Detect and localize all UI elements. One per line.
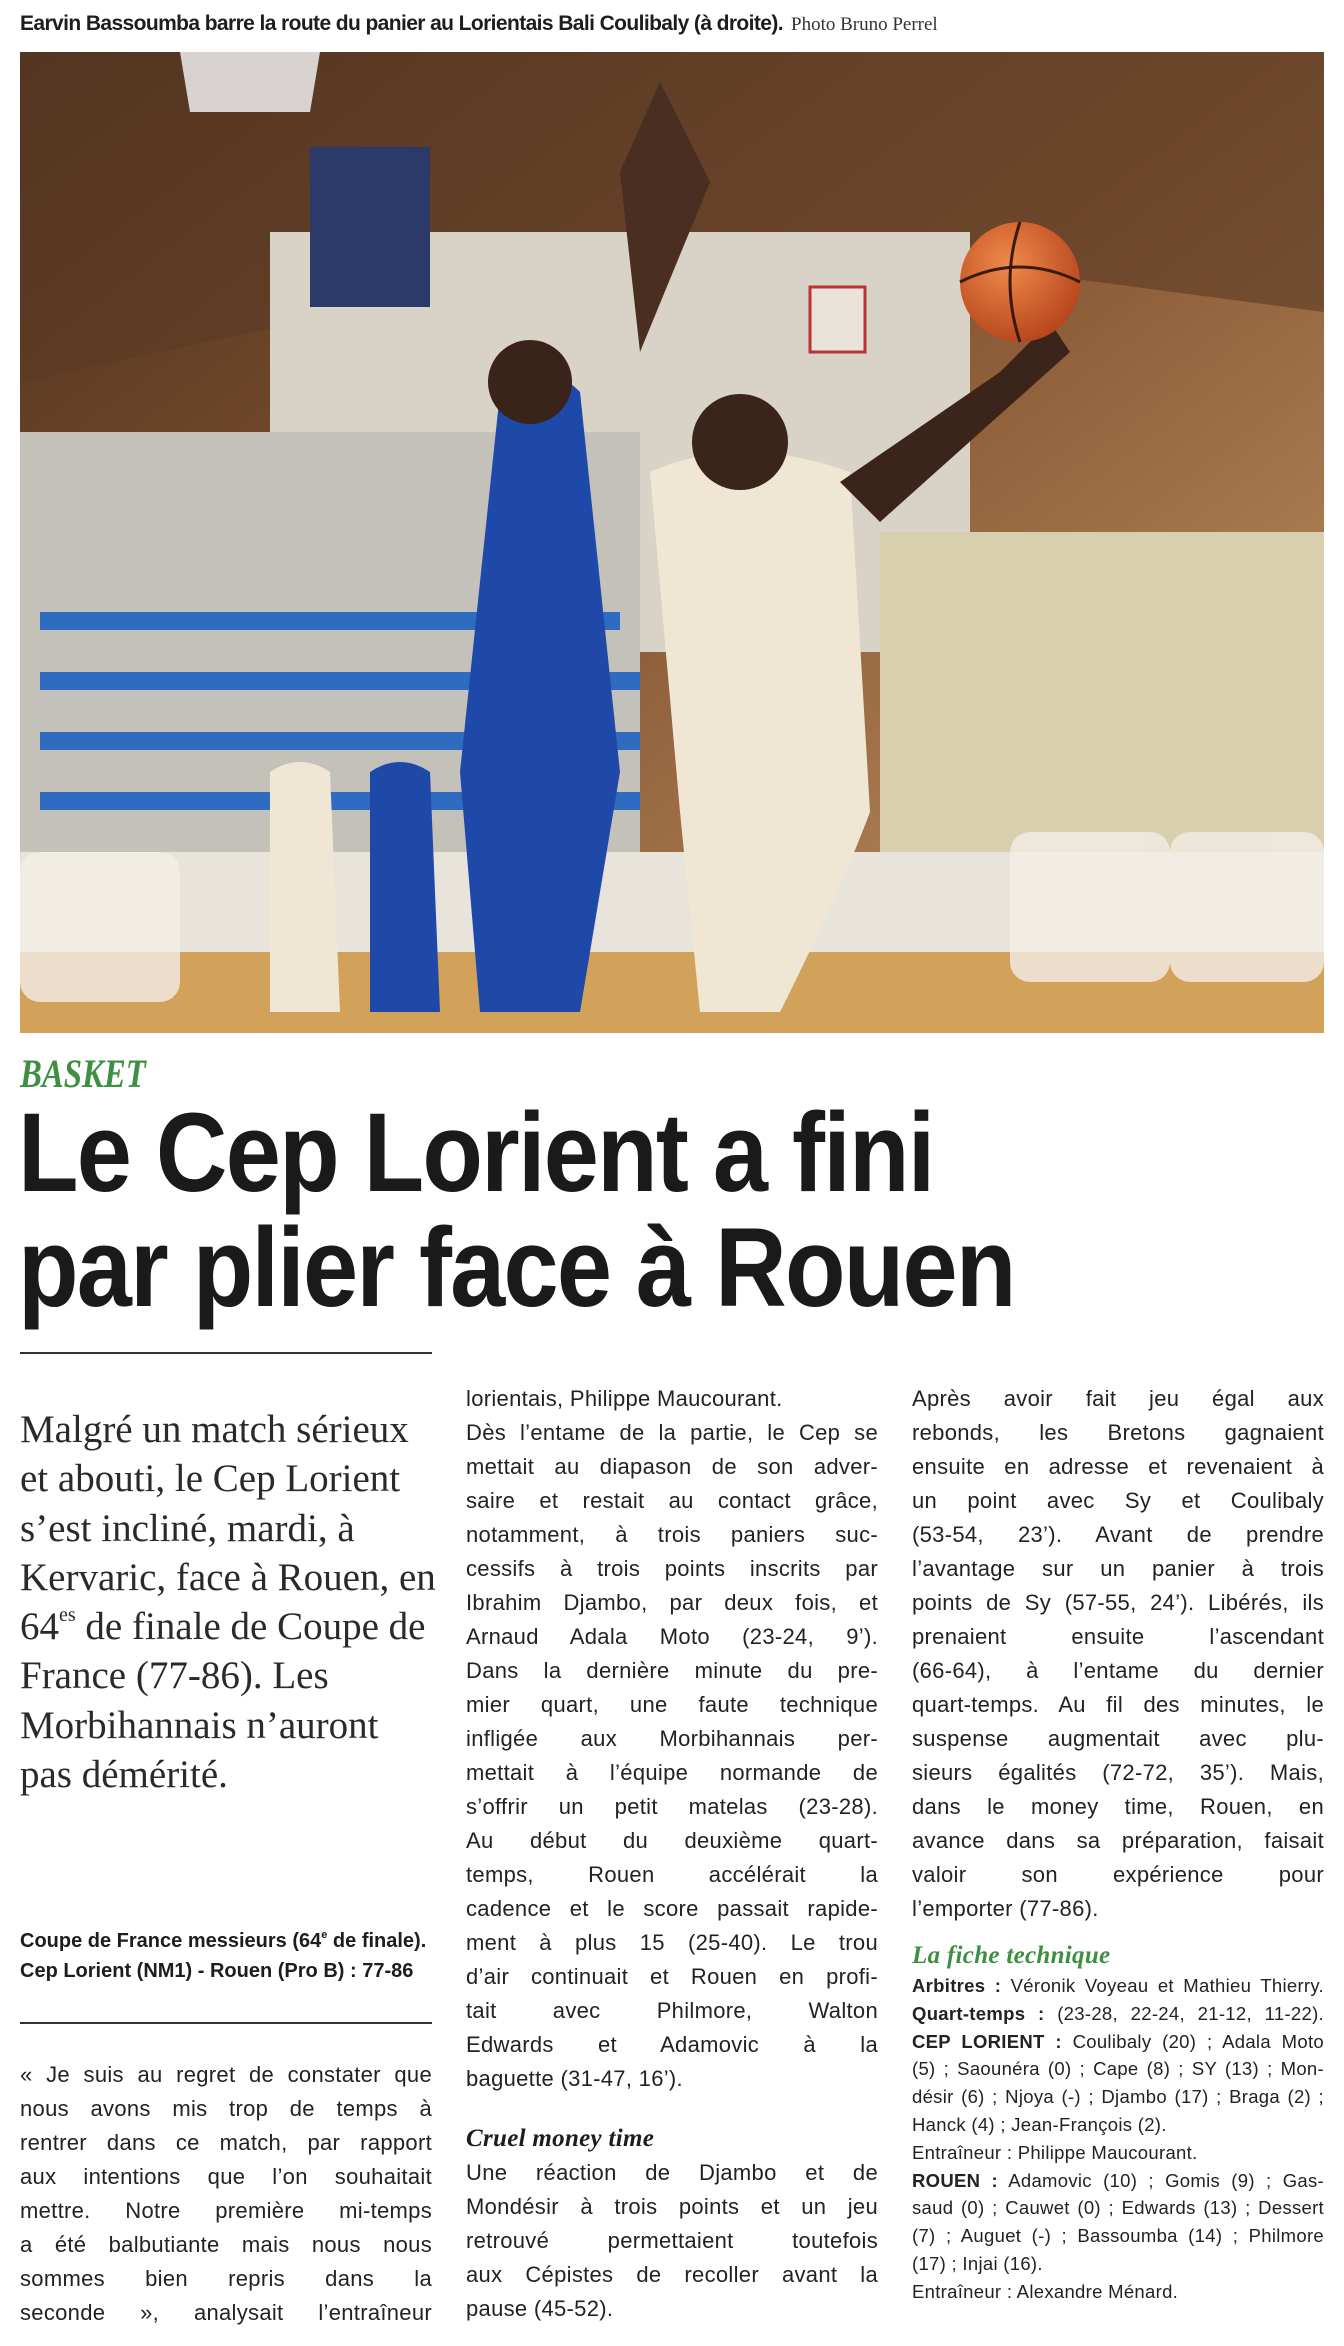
line-text: ensuite en adresse et revenaient à (912, 1454, 1324, 1479)
line-text: Coulibaly (20) ; Adala Moto (1061, 2030, 1324, 2052)
text-line (466, 1926, 878, 1960)
field-label: CEP LORIENT : (912, 2030, 1062, 2052)
text-line (466, 2156, 878, 2190)
line-text: (53-54, 23’). Avant de prendre (912, 1522, 1324, 1547)
text-line (912, 2167, 1324, 2195)
caption-text: Earvin Bassoumba barre la route du panier au Lorientais Bali Coulibaly (à droite). (20, 12, 783, 35)
score-text: Coupe de France messieurs (64 (20, 1930, 322, 1952)
text-line (912, 1620, 1324, 1654)
text-line (466, 1484, 878, 1518)
line-text: d’air continuait et Rouen en profi- (466, 1964, 878, 1989)
section-kicker: BASKET (20, 1051, 146, 1096)
fiche-technique (912, 1972, 1324, 2306)
line-text: Mondésir à trois points et un jeu (466, 2194, 878, 2219)
text-line (466, 2224, 878, 2258)
line-text: Entraîneur : Philippe Maucourant. (912, 2141, 1198, 2163)
text-line (912, 2139, 1324, 2167)
text-line (466, 1824, 878, 1858)
text-line (912, 1518, 1324, 1552)
line-text: aux Cépistes de recoller avant la (466, 2262, 878, 2287)
line-text: (5) ; Saounéra (0) ; Cape (8) ; SY (13) ; Mon- (912, 2058, 1324, 2080)
text-line (912, 1722, 1324, 1756)
text-line (912, 1416, 1324, 1450)
text-line (912, 2111, 1324, 2139)
line-text: mier quart, une faute technique (466, 1692, 878, 1717)
text-line (912, 1756, 1324, 1790)
text-line (466, 1586, 878, 1620)
text-line (466, 2258, 878, 2292)
text-line (912, 1972, 1324, 2000)
line-text: rebonds, les Bretons gagnaient (912, 1420, 1324, 1445)
line-text: Adamovic (10) ; Gomis (9) ; Gas- (998, 2169, 1324, 2191)
line-text: saud (0) ; Cauwet (0) ; Edwards (13) ; Dessert (912, 2197, 1324, 2219)
text-line (912, 2028, 1324, 2056)
line-text: l’avantage sur un panier à trois (912, 1556, 1324, 1581)
line-text: nous avons mis trop de temps à (20, 2096, 432, 2121)
basketball-photo-illustration (20, 52, 1324, 1033)
lead-paragraph (20, 1405, 440, 1799)
text-line (20, 2160, 432, 2194)
article-column-3 (912, 1382, 1324, 2306)
text-line (466, 2028, 878, 2062)
text-line (20, 2194, 432, 2228)
line-text: Dès l’entame de la partie, le Cep se (466, 1420, 878, 1445)
line-text: Hanck (4) ; Jean-François (2). (912, 2113, 1167, 2135)
text-line (912, 1382, 1324, 1416)
line-text: Une réaction de Djambo et de (466, 2160, 878, 2185)
field-label: Quart-temps : (912, 2002, 1045, 2024)
text-line (466, 1858, 878, 1892)
headline-line: Le Cep Lorient a fini (18, 1090, 934, 1215)
field-label: Arbitres : (912, 1975, 1002, 1996)
lead-text: de finale de Coupe de France (77-86). Les Morbihannais n’auront pas démérité. (20, 1605, 426, 1797)
line-text: (23-28, 22-24, 21-12, 11-22). (1044, 2002, 1324, 2024)
headline-line: par plier face à Rouen (18, 1205, 1015, 1330)
line-text: prenaient ensuite l’ascendant (912, 1624, 1324, 1649)
text-line (466, 1722, 878, 1756)
article-photo (20, 52, 1324, 1033)
line-text: cadence et le score passait rapide- (466, 1896, 878, 1921)
photo-credit: Photo Bruno Perrel (791, 14, 938, 35)
text-line (466, 1790, 878, 1824)
text-line (20, 2126, 432, 2160)
text-line (912, 2083, 1324, 2111)
lead-superscript: es (59, 1604, 76, 1627)
text-line (912, 1892, 1324, 1926)
line-text: valoir son expérience pour (912, 1862, 1324, 1887)
headline (18, 1090, 1015, 1330)
line-text: infligée aux Morbihannais per- (466, 1726, 878, 1751)
text-line (20, 2058, 432, 2092)
line-text: sommes bien repris dans la (20, 2266, 432, 2291)
text-line (912, 1654, 1324, 1688)
line-text: Arnaud Adala Moto (23-24, 9’). (466, 1624, 878, 1649)
text-line (20, 2092, 432, 2126)
line-text: Après avoir fait jeu égal aux (912, 1386, 1324, 1411)
text-line (912, 1586, 1324, 1620)
text-line (20, 2296, 432, 2330)
text-line (912, 1858, 1324, 1892)
line-text: s’offrir un petit matelas (23-28). (466, 1794, 878, 1819)
line-text: mettait à l’équipe normande de (466, 1760, 878, 1785)
text-line (466, 2292, 878, 2326)
score-superscript: e (321, 1929, 328, 1941)
line-text: suspense augmentait avec plu- (912, 1726, 1324, 1751)
text-line (466, 1382, 878, 1416)
column-body (466, 1382, 878, 2096)
column-body (466, 2156, 878, 2326)
text-line (466, 2190, 878, 2224)
text-line (912, 1552, 1324, 1586)
line-text: Dans la dernière minute du pre- (466, 1658, 878, 1683)
text-line (466, 1620, 878, 1654)
line-text: notamment, à trois paniers suc- (466, 1522, 878, 1547)
text-line (466, 1416, 878, 1450)
divider (20, 2022, 432, 2024)
text-line (912, 1790, 1324, 1824)
line-text: cessifs à trois points inscrits par (466, 1556, 878, 1581)
line-text: tait avec Philmore, Walton (466, 1998, 878, 2023)
text-line (912, 1450, 1324, 1484)
line-text: désir (6) ; Njoya (-) ; Djambo (17) ; Braga (2) ; (912, 2086, 1324, 2108)
line-text: l’emporter (77-86). (912, 1896, 1099, 1921)
line-text: mettait au diapason de son adver- (466, 1454, 878, 1479)
line-text: seconde », analysait l’entraîneur (20, 2300, 432, 2325)
line-text: (17) ; Injai (16). (912, 2252, 1043, 2274)
line-text: Entraîneur : Alexandre Ménard. (912, 2280, 1179, 2302)
column-body (912, 1382, 1324, 1926)
article-column-1 (20, 2058, 432, 2330)
text-line (912, 2278, 1324, 2306)
line-text: lorientais, Philippe Maucourant. (466, 1386, 783, 1411)
text-line (20, 2228, 432, 2262)
line-text: points de Sy (57-55, 24’). Libérés, ils (912, 1590, 1324, 1615)
text-line (466, 1960, 878, 1994)
text-line (466, 1892, 878, 1926)
score-box (20, 1926, 432, 1986)
text-line (466, 2062, 878, 2096)
photo-caption (20, 12, 938, 36)
text-line (912, 2222, 1324, 2250)
line-text: Au début du deuxième quart- (466, 1828, 878, 1853)
text-line (466, 1994, 878, 2028)
text-line (912, 2194, 1324, 2222)
text-line (466, 1552, 878, 1586)
line-text: aux intentions que l’on souhaitait (20, 2164, 432, 2189)
line-text: quart-temps. Au fil des minutes, le (912, 1692, 1324, 1717)
line-text: temps, Rouen accélérait la (466, 1862, 878, 1887)
line-text: Edwards et Adamovic à la (466, 2032, 878, 2057)
text-line (912, 2055, 1324, 2083)
line-text: saire et restait au contact grâce, (466, 1488, 878, 1513)
line-text: baguette (31-47, 16’). (466, 2066, 683, 2091)
field-label: ROUEN : (912, 2169, 999, 2191)
text-line (466, 1688, 878, 1722)
text-line (466, 1450, 878, 1484)
line-text: sieurs égalités (72-72, 35’). Mais, (912, 1760, 1324, 1785)
subheading: Cruel money time (466, 2125, 655, 2152)
text-line (912, 1484, 1324, 1518)
text-line (20, 2262, 432, 2296)
text-line (466, 1654, 878, 1688)
article-column-2 (466, 1382, 878, 2326)
text-line (912, 1688, 1324, 1722)
text-line (466, 1518, 878, 1552)
line-text: Véronik Voyeau et Mathieu Thierry. (1001, 1975, 1324, 1996)
line-text: a été balbutiante mais nous nous (20, 2232, 432, 2257)
text-line (466, 1756, 878, 1790)
line-text: rentrer dans ce match, par rapport (20, 2130, 432, 2155)
line-text: Ibrahim Djambo, par deux fois, et (466, 1590, 878, 1615)
score-text: de finale). Cep Lorient (NM1) - Rouen (Pro B) : 77-86 (20, 1930, 427, 1982)
line-text: mettre. Notre première mi-temps (20, 2198, 432, 2223)
line-text: retrouvé permettaient toutefois (466, 2228, 878, 2253)
text-line (912, 2250, 1324, 2278)
lead-text: Malgré un match sérieux et abouti, le Cep Lorient s’est incliné, mardi, à Kervaric, face à Rouen, en 64 (20, 1408, 436, 1649)
fiche-technique-heading: La fiche technique (912, 1942, 1111, 1969)
divider (20, 1352, 432, 1354)
line-text: « Je suis au regret de constater que (20, 2062, 432, 2087)
line-text: ment à plus 15 (25-40). Le trou (466, 1930, 878, 1955)
line-text: avance dans sa préparation, faisait (912, 1828, 1324, 1853)
text-line (912, 2000, 1324, 2028)
line-text: dans le money time, Rouen, en (912, 1794, 1324, 1819)
line-text: pause (45-52). (466, 2296, 614, 2321)
line-text: (7) ; Auguet (-) ; Bassoumba (14) ; Philmore (912, 2225, 1324, 2247)
line-text: un point avec Sy et Coulibaly (912, 1488, 1324, 1513)
line-text: (66-64), à l’entame du dernier (912, 1658, 1324, 1683)
text-line (912, 1824, 1324, 1858)
